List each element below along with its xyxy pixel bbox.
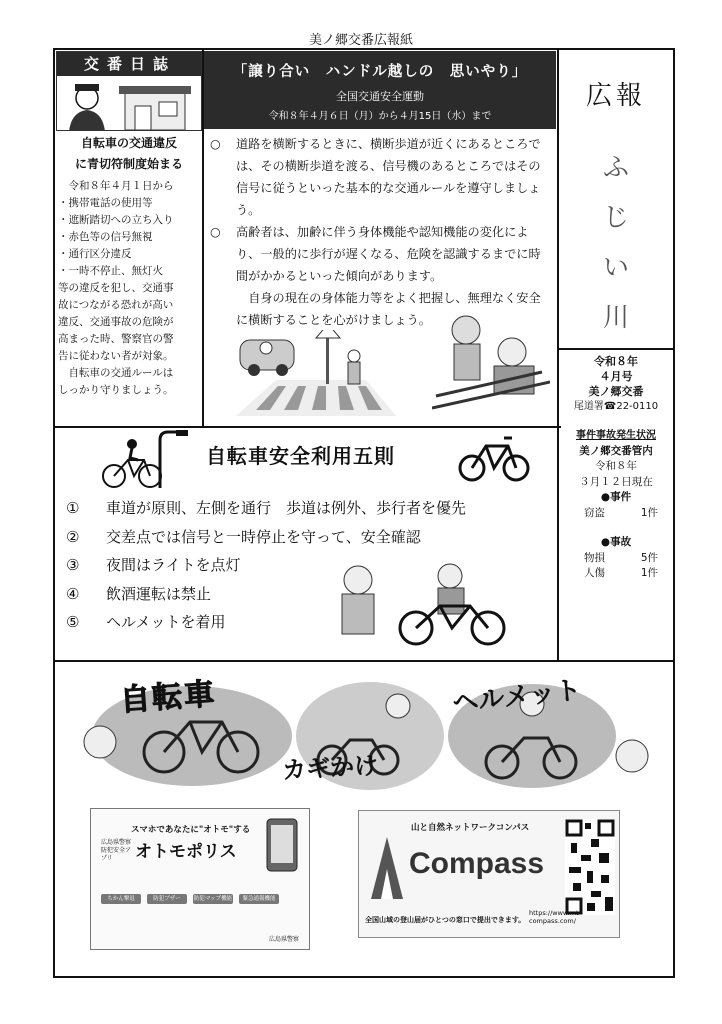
divider-mid	[55, 426, 561, 428]
campaign-item-2-text: 高齢者は、加齢に伴う身体機能や認知機能の変化により、一般的に歩行が遅くなる、危険を認識するまでに時間がかかるといった傾向があります。	[236, 225, 541, 283]
mountain-logo-icon	[367, 833, 407, 903]
elderly-crossing-illustration	[432, 312, 550, 412]
status-title: 事件事故発生状況	[576, 430, 656, 441]
diary-heading-2: に青切符制度始まる	[74, 157, 183, 171]
rule-item	[66, 494, 466, 523]
diary-text	[58, 178, 200, 399]
issue-phone: 尾道署☎22-0110	[573, 401, 659, 412]
rule-number: ②	[66, 527, 80, 546]
rule-number: ①	[66, 499, 80, 517]
diary-line: しっかり守りましょう。	[58, 384, 174, 396]
otomo-app-name: オトモポリス	[135, 842, 237, 862]
campaign-item-1	[210, 133, 552, 221]
diary-line: 高まった時、警察官の警	[58, 333, 174, 345]
status-type: 人傷	[584, 567, 605, 579]
diary-line: 告に従わない者が対象。	[58, 350, 174, 362]
campaign-item-1-text: 道路を横断するときに、横断歩道が近くにあるところでは、その横断歩道を渡る、信号機のあるところではその信号に従うといった基本的な交通ルールを遵守しましょう。	[236, 137, 541, 217]
lock-word: カギかけ	[281, 751, 379, 785]
diary-line: 違反、交通事故の危険が	[58, 316, 174, 328]
issue-month: ４月号	[599, 370, 633, 383]
status-date: ３月１２日現在	[579, 475, 653, 488]
otomo-badge: 広島県警察 防犯安全アプリ	[101, 839, 132, 862]
feature-badge: 防犯マップ機能	[193, 896, 233, 902]
otomo-subtitle: スマホであなたに"オトモ"する	[131, 825, 251, 835]
divider-right	[559, 348, 673, 350]
koban-diary-title: 交番日誌	[57, 52, 202, 76]
diary-line: 自転車の交通ルールは	[58, 367, 174, 379]
kouhou-name-char: い	[602, 253, 629, 283]
diary-line: 故につながる恐れが高い	[58, 299, 174, 311]
compass-name: Compass	[409, 847, 545, 880]
compass-url[interactable]: https://www.mt-compass.com/	[529, 909, 581, 925]
diary-line: ・携帯電話の使用等	[58, 197, 153, 209]
issue-info	[562, 354, 670, 414]
bicycle-pedestrian-illustration	[320, 562, 516, 648]
status-row	[562, 566, 670, 582]
feature-badge: 緊急通報機能	[239, 894, 279, 904]
campaign-slogan: 「譲り合い ハンドル越しの 思いやり」	[232, 64, 528, 80]
feature-badge: ちかん撃退	[101, 894, 141, 904]
status-row	[562, 506, 670, 522]
campaign-body	[210, 133, 552, 331]
campaign-item-2	[210, 221, 552, 287]
qr-code-icon[interactable]	[565, 819, 615, 915]
kouhou-name-char: じ	[602, 203, 629, 233]
rule-number: ⑤	[66, 613, 80, 631]
kouhou-name-char: ふ	[602, 153, 629, 183]
campaign-period: 令和８年４月６日（月）から４月15日（水）まで	[268, 111, 492, 122]
kouhou-masthead	[559, 51, 673, 347]
status-type: 窃盗	[584, 506, 605, 519]
rule-text: 飲酒運転は禁止	[106, 584, 212, 603]
smartphone-icon	[265, 817, 301, 873]
campaign-item-2-para: 自身の現在の身体能力等をよく把握し、無理なく安全に横断することを心がけましょう。	[236, 291, 541, 327]
feature-badge: 防犯ブザー	[147, 894, 187, 904]
status-year: 令和８年	[595, 460, 637, 472]
circle-bullet-icon: ○	[210, 137, 221, 151]
bicycle-word: 自転車	[119, 676, 218, 719]
kouhou-name	[559, 143, 673, 343]
bicycle-rules-title: 自転車安全利用五則	[206, 444, 395, 468]
circle-bullet-icon: ○	[210, 225, 221, 239]
diary-line: ・通行区分違反	[58, 248, 132, 260]
koban-diary-content	[58, 132, 200, 399]
campaign-banner	[204, 51, 556, 129]
status-row	[562, 551, 670, 567]
diary-line: ・遮断踏切への立ち入り	[58, 214, 174, 226]
diary-heading-1: 自転車の交通違反	[80, 136, 177, 150]
status-type: 物損	[584, 551, 605, 564]
rule-text: ヘルメットを着用	[106, 613, 226, 631]
otomo-police-ad[interactable]	[90, 808, 310, 950]
compass-tagline: 全国山域の登山届がひとつの窓口で提出できます。	[365, 916, 526, 924]
issue-koban: 美ノ郷交番	[588, 385, 644, 398]
kouhou-name-char: 川	[602, 303, 629, 333]
divider-bottom	[55, 660, 673, 662]
kouhou-title: 広報	[585, 81, 646, 111]
diary-line: ・赤色等の信号無視	[58, 231, 153, 243]
rule-text: 車道が原則、左側を通行 歩道は例外、歩行者を優先	[106, 499, 467, 517]
koban-diary-banner	[56, 51, 202, 131]
bicycle-streetlight-icon	[96, 430, 196, 490]
otomo-features	[101, 894, 279, 904]
diary-line: 令和８年４月１日から	[58, 180, 174, 192]
newsletter-title: 美ノ郷交番広報紙	[308, 33, 413, 48]
diary-line: 等の違反を犯し、交通事	[58, 282, 174, 294]
bicycle-icon	[458, 432, 532, 484]
status-count: 1件	[640, 506, 658, 519]
status-count: 5件	[640, 551, 658, 564]
rule-text: 交差点では信号と一時停止を守って、安全確認	[106, 527, 421, 546]
diary-line: ・一時不停止、無灯火	[58, 265, 163, 277]
compass-subtitle: 山と自然ネットワークコンパス	[411, 823, 530, 833]
otomo-org: 広島県警察	[268, 936, 299, 943]
rule-text: 夜間はライトを点灯	[106, 556, 241, 574]
crosswalk-car-illustration	[236, 330, 396, 416]
helmet-word: ヘルメット	[451, 675, 583, 719]
police-officer-icon	[57, 76, 202, 131]
compass-ad[interactable]	[358, 810, 620, 938]
status-count: 1件	[640, 567, 658, 579]
accident-label: ●事故	[600, 536, 632, 548]
crime-label: ●事件	[600, 491, 632, 503]
rule-number: ④	[66, 584, 80, 603]
status-area: 美ノ郷交番管内	[579, 444, 653, 457]
rule-item	[66, 523, 466, 552]
campaign-name: 全国交通安全運動	[336, 90, 424, 103]
incident-status	[562, 428, 670, 582]
issue-year: 令和８年	[594, 355, 638, 368]
rule-number: ③	[66, 556, 80, 574]
